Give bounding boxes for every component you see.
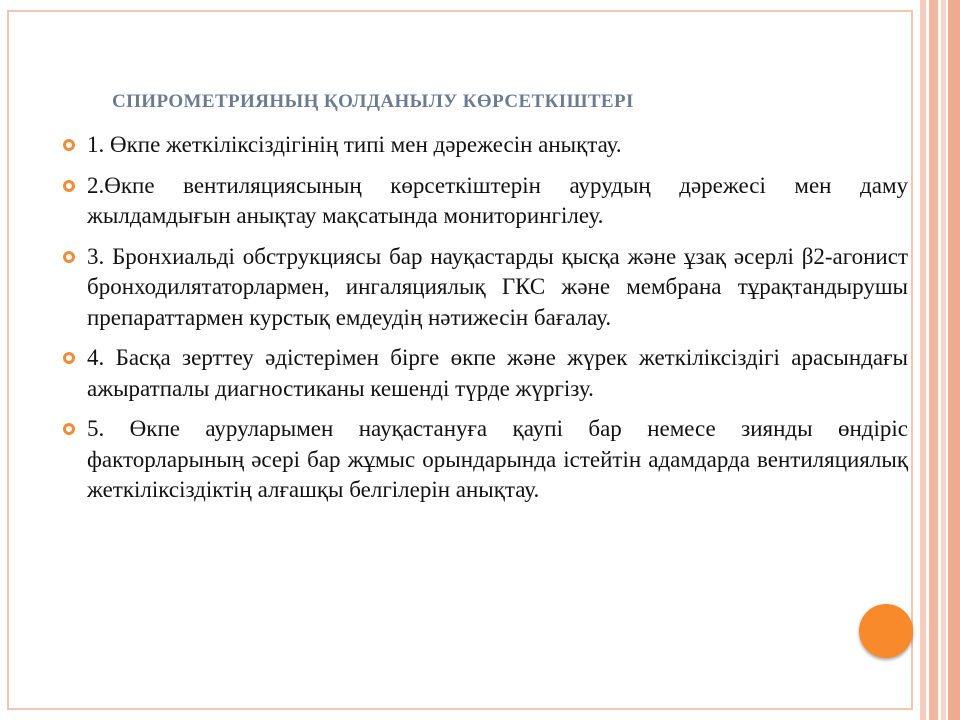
- orange-ring-bullet-icon: [63, 423, 75, 435]
- orange-circle-icon: [859, 604, 913, 658]
- bullet-item: [60, 242, 908, 334]
- decorative-stripes: [920, 0, 960, 720]
- bullet-item: [60, 414, 908, 506]
- orange-ring-bullet-icon: [63, 180, 75, 192]
- orange-ring-bullet-icon: [63, 352, 75, 364]
- bullet-item: [60, 171, 908, 232]
- bullet-text: 3. Бронхиальді обструкциясы бар науқастарды қысқа және ұзақ әсерлі β2-агонист бронходилятаторлармен, ингаляциялық ГКС және мембрана тұрақтандырушы препараттармен курстық емдеудің нәтижесін бағалау.: [87, 243, 908, 330]
- bullet-item: [60, 130, 908, 161]
- orange-ring-bullet-icon: [63, 251, 75, 263]
- stripe: [920, 0, 926, 720]
- stripe: [948, 0, 960, 720]
- bullet-list: [60, 130, 908, 516]
- orange-ring-bullet-icon: [63, 139, 75, 151]
- bullet-item: [60, 343, 908, 404]
- bullet-text: 1. Өкпе жеткіліксіздігінің типі мен дәрежесін анықтау.: [87, 132, 622, 157]
- stripe: [941, 0, 946, 720]
- bullet-text: 4. Басқа зерттеу әдістерімен бірге өкпе және жүрек жеткіліксіздігі арасындағы ажыратпалы диагностиканы кешенді түрде жүргізу.: [87, 345, 908, 401]
- slide-title: СПИРОМЕТРИЯНЫҢ ҚОЛДАНЫЛУ КӨРСЕТКІШТЕРІ: [112, 91, 634, 112]
- bullet-text: 5. Өкпе ауруларымен науқастануға қаупі бар немесе зиянды өндіріс факторларының әсері бар жұмыс орындарында істейтін адамдарда вентиляциялық жеткіліксіздіктің алғашқы белгілерін анықтау.: [87, 416, 908, 502]
- bullet-text: 2.Өкпе вентиляциясының көрсеткіштерін аурудың дәрежесі мен даму жылдамдығын анықтау мақсатында мониторингілеу.: [87, 172, 908, 228]
- stripe: [929, 0, 938, 720]
